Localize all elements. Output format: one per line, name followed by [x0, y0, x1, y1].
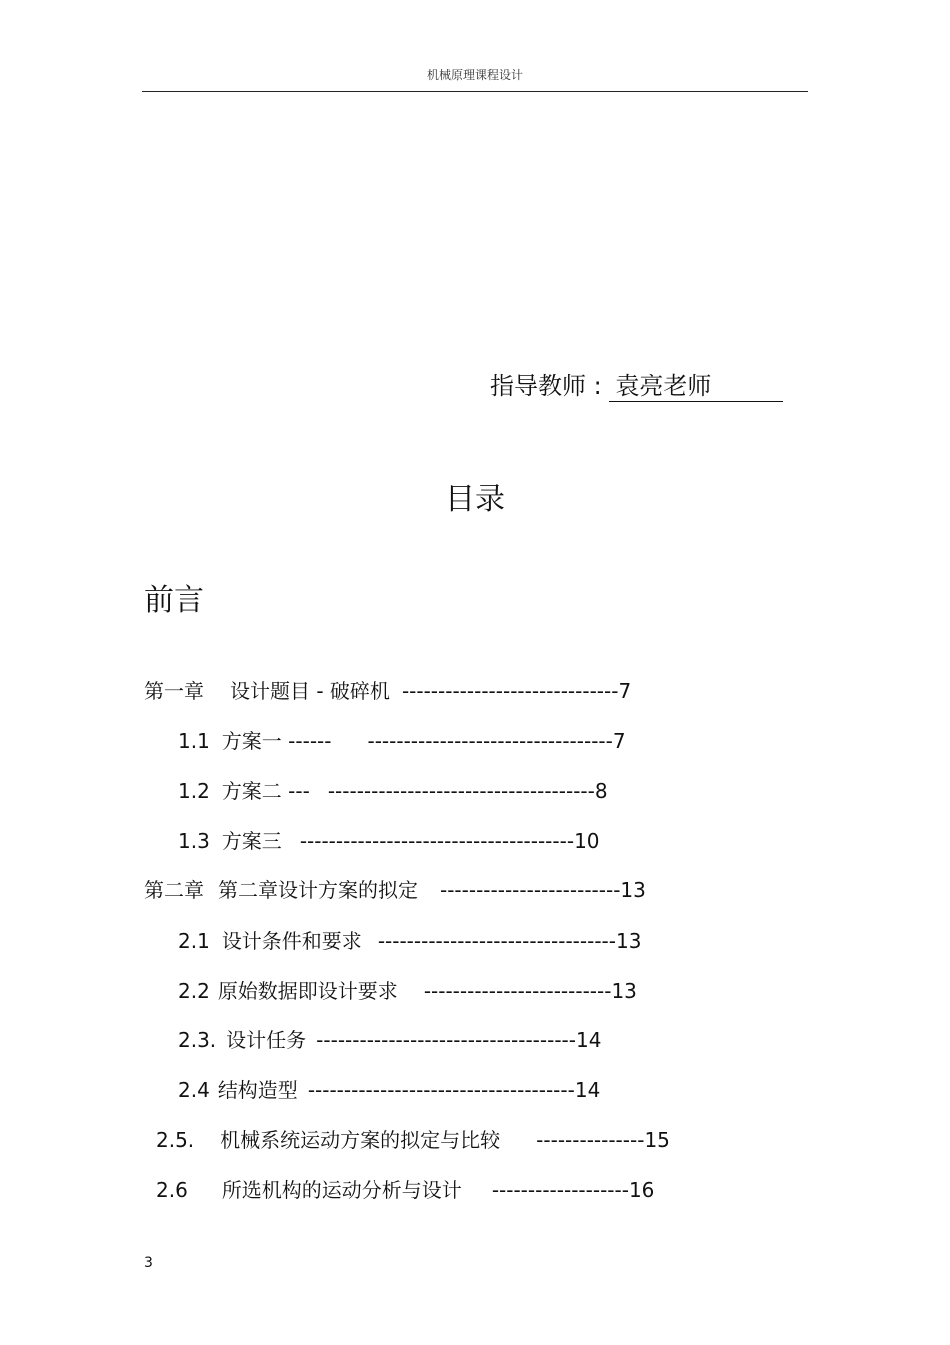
toc-title: 目录 [445, 482, 505, 517]
toc-entry-number: 2.6 [156, 1178, 188, 1202]
toc-entry-title: 设计题目 - 破碎机 [230, 679, 390, 703]
toc-entry[interactable] [178, 976, 637, 1006]
toc-entry-leader: --------------------------------- [377, 929, 616, 953]
toc-entry-page: 13 [611, 979, 637, 1003]
advisor-name: 袁亮老师 [609, 371, 783, 402]
toc-entry-page: 14 [575, 1028, 602, 1052]
toc-entry[interactable] [178, 826, 600, 856]
toc-entry-leader: -------------------------------------- [299, 829, 575, 853]
toc-entry-leader: ------------------------- [440, 878, 621, 902]
toc-entry[interactable] [178, 726, 626, 756]
toc-entry-page: 10 [574, 829, 600, 853]
toc-entry-leader: ---------------------------------- [367, 729, 613, 753]
toc-entry-number: 2.4 [178, 1078, 210, 1102]
toc-entry-page: 14 [574, 1078, 601, 1102]
toc-entry-number: 2.3. [178, 1028, 217, 1052]
toc-entry-title: 原始数据即设计要求 [217, 979, 398, 1003]
toc-entry-page: 16 [628, 1178, 655, 1202]
toc-entry-number: 1.3 [178, 829, 210, 853]
toc-preface: 前言 [144, 583, 204, 618]
toc-entry-number: 1.2 [178, 779, 210, 803]
toc-entry-leader: ------------------------------------- [307, 1078, 575, 1102]
advisor-line [490, 366, 783, 402]
toc-entry-leader: ------------------------------------ [316, 1028, 576, 1052]
toc-entry-title: 设计任务 [226, 1028, 307, 1052]
toc-entry-page: 13 [615, 929, 642, 953]
toc-entry-number: 2.1 [178, 929, 210, 953]
toc-entry-number: 1.1 [178, 729, 210, 753]
toc-entry[interactable] [144, 676, 631, 706]
page-number: 3 [144, 1255, 153, 1271]
toc-entry-leader: -------------------------- [423, 979, 612, 1003]
toc-entry-leader: ------------------- [491, 1178, 629, 1202]
toc-entry-leader: --------------- [536, 1128, 645, 1152]
toc-entry[interactable] [144, 875, 646, 905]
running-header: 机械原理课程设计 [426, 68, 523, 82]
header-rule [142, 91, 808, 92]
toc-entry[interactable] [156, 1125, 670, 1155]
toc-entry-title: 设计条件和要求 [221, 929, 362, 953]
toc-entry-page: 7 [618, 679, 632, 703]
toc-entry-page: 7 [612, 729, 626, 753]
toc-entry-title: 结构造型 [217, 1078, 298, 1102]
toc-entry[interactable] [156, 1175, 654, 1205]
toc-entry[interactable] [178, 1025, 601, 1055]
toc-entry-title: 方案三 [221, 829, 282, 853]
toc-entry-number: 第二章 [144, 878, 204, 902]
toc-entry-title: 方案一 ------ [221, 729, 332, 753]
toc-entry-number: 2.2 [178, 979, 210, 1003]
toc-entry-page: 8 [594, 779, 608, 803]
toc-entry-leader: ------------------------------------- [327, 779, 595, 803]
toc-entry-number: 第一章 [144, 679, 204, 703]
toc-entry-title: 所选机构的运动分析与设计 [221, 1178, 462, 1202]
toc-entry[interactable] [178, 1075, 600, 1105]
toc-entry[interactable] [178, 776, 608, 806]
toc-entry-page: 13 [620, 878, 646, 902]
toc-entry-leader: ------------------------------ [401, 679, 619, 703]
toc-entry-number: 2.5. [156, 1128, 195, 1152]
toc-entry[interactable] [178, 926, 641, 956]
toc-entry-title: 第二章设计方案的拟定 [218, 878, 418, 902]
toc-entry-page: 15 [644, 1128, 670, 1152]
toc-entry-title: 机械系统运动方案的拟定与比较 [220, 1128, 501, 1152]
advisor-label: 指导教师 : [490, 372, 602, 400]
toc-entry-title: 方案二 --- [221, 779, 310, 803]
